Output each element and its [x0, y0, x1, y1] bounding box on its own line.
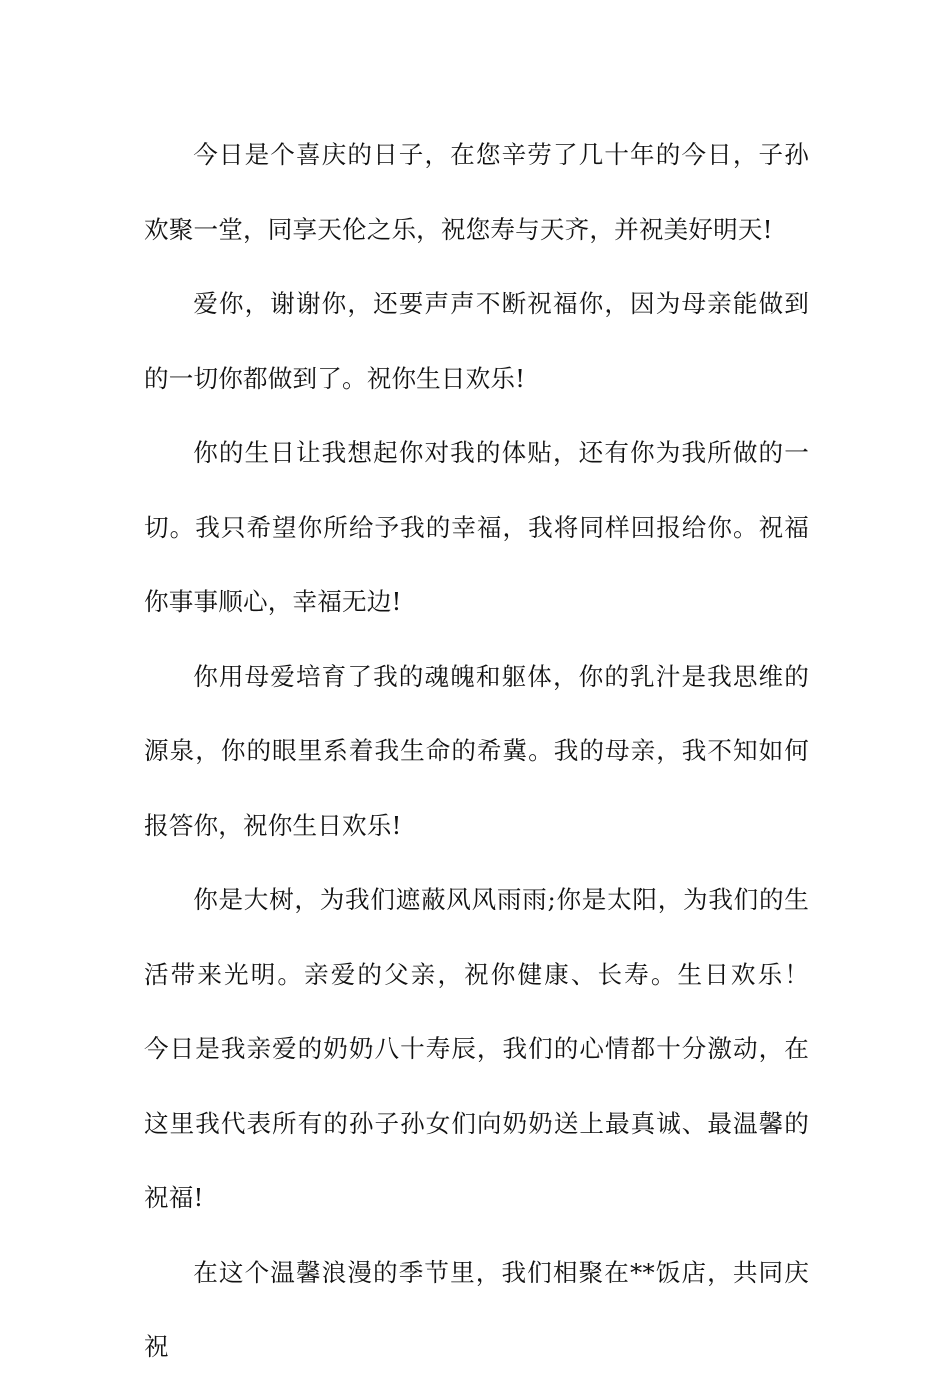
paragraph-4: 你用母爱培育了我的魂魄和躯体，你的乳汁是我思维的源泉，你的眼里系着我生命的希冀。我的母亲，我不知如何报答你，祝你生日欢乐!: [144, 661, 809, 840]
paragraph-6: 在这个温馨浪漫的季节里，我们相聚在**饭店，共同庆祝: [144, 1257, 809, 1361]
paragraph-3: 你的生日让我想起你对我的体贴，还有你为我所做的一切。我只希望你所给予我的幸福，我将同样回报给你。祝福你事事顺心，幸福无边!: [144, 438, 809, 616]
paragraph-2: 爱你，谢谢你，还要声声不断祝福你，因为母亲能做到的一切你都做到了。祝你生日欢乐!: [144, 289, 809, 393]
paragraph-5: 你是大树，为我们遮蔽风风雨雨;你是太阳，为我们的生活带来光明。亲爱的父亲，祝你健康、长寿。生日欢乐！ 今日是我亲爱的奶奶八十寿辰，我们的心情都十分激动，在这里我代表所有的孙子孙女们向奶奶送上最真诚、最温馨的祝福!: [144, 885, 834, 1212]
document-body: [144, 118, 834, 1385]
paragraph-1: 今日是个喜庆的日子，在您辛劳了几十年的今日，子孙欢聚一堂，同享天伦之乐，祝您寿与天齐，并祝美好明天!: [144, 140, 809, 244]
